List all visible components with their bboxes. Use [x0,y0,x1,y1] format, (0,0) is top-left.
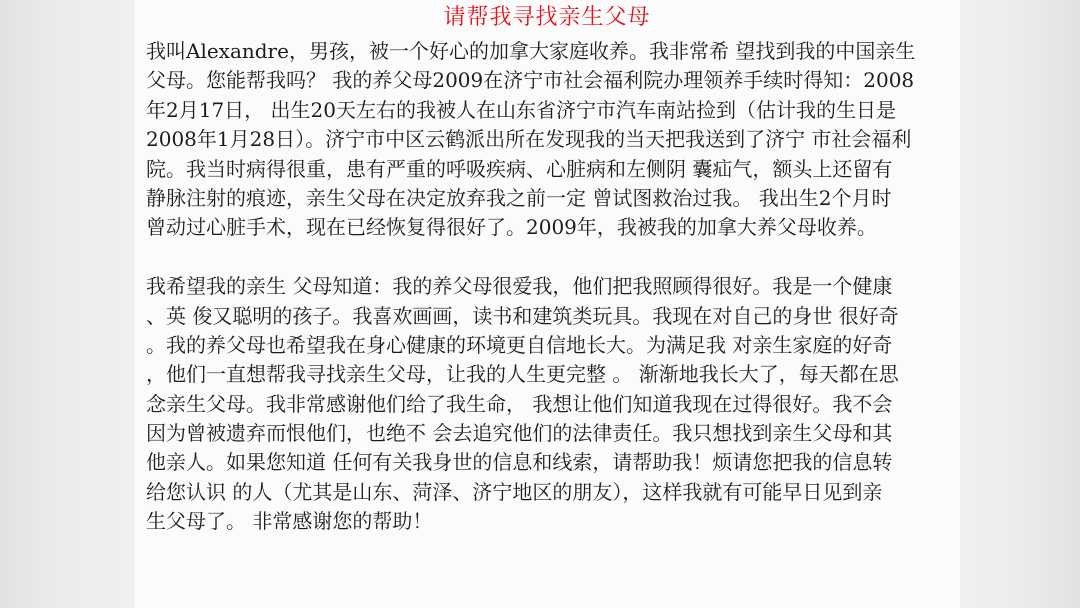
document-page [134,0,960,608]
text-line: 父母。您能帮我吗？ 我的养父母2009在济宁市社会福利院办理领养手续时得知：2008 [146,68,915,93]
text-line: ，他们一直想帮我寻找亲生父母，让我的人生更完整 。 渐渐地我长大了，每天都在思 [146,362,899,387]
text-line: 我叫Alexandre，男孩，被一个好心的加拿大家庭收养。我非常希 望找到我的中国亲生 [146,39,916,63]
text-line: 生父母了。 非常感谢您的帮助！ [146,509,433,534]
document-body [146,37,952,537]
text-line: 念亲生父母。我非常感谢他们给了我生命， 我想让他们知道我现在过得很好。我不会 [146,391,893,416]
paragraph-spacer [146,243,952,272]
document-title: 请帮我寻找亲生父母 [443,5,651,30]
text-line: 我希望我的亲生 父母知道：我的养父母很爱我，他们把我照顾得很好。我是一个健康 [146,274,893,299]
text-line: 因为曾被遗弃而恨他们，也绝不 会去追究他们的法律责任。我只想找到亲生父母和其 [146,421,893,446]
text-line: 他亲人。如果您知道 任何有关我身世的信息和线索，请帮助我！烦请您把我的信息转 [146,450,893,475]
text-line: 年2月17日， 出生20天左右的我被人在山东省济宁市汽车南站捡到（估计我的生日是 [146,97,896,122]
paragraph-2 [146,272,952,537]
text-line: 曾动过心脏手术，现在已经恢复得很好了。2009年，我被我的加拿大养父母收养。 [146,215,877,240]
paragraph-1 [146,37,952,243]
text-line: 院。我当时病得很重，患有严重的呼吸疾病、心脏病和左侧阴 囊疝气，额头上还留有 [146,156,893,181]
text-line: 给您认识 的人（尤其是山东、菏泽、济宁地区的朋友），这样我就有可能早日见到亲 [146,479,883,504]
text-line: 2008年1月28日）。济宁市中区云鹤派出所在发现我的当天把我送到了济宁 市社会福利 [146,127,912,152]
right-margin [960,0,1080,608]
text-line: 。我的养父母也希望我在身心健康的环境更自信地长大。为满足我 对亲生家庭的好奇 [146,332,893,357]
text-line: 、英 俊又聪明的孩子。我喜欢画画，读书和建筑类玩具。我现在对自己的身世 很好奇 [146,303,899,328]
text-line: 静脉注射的痕迹，亲生父母在决定放弃我之前一定 曾试图救治过我。 我出生2个月时 [146,185,892,210]
